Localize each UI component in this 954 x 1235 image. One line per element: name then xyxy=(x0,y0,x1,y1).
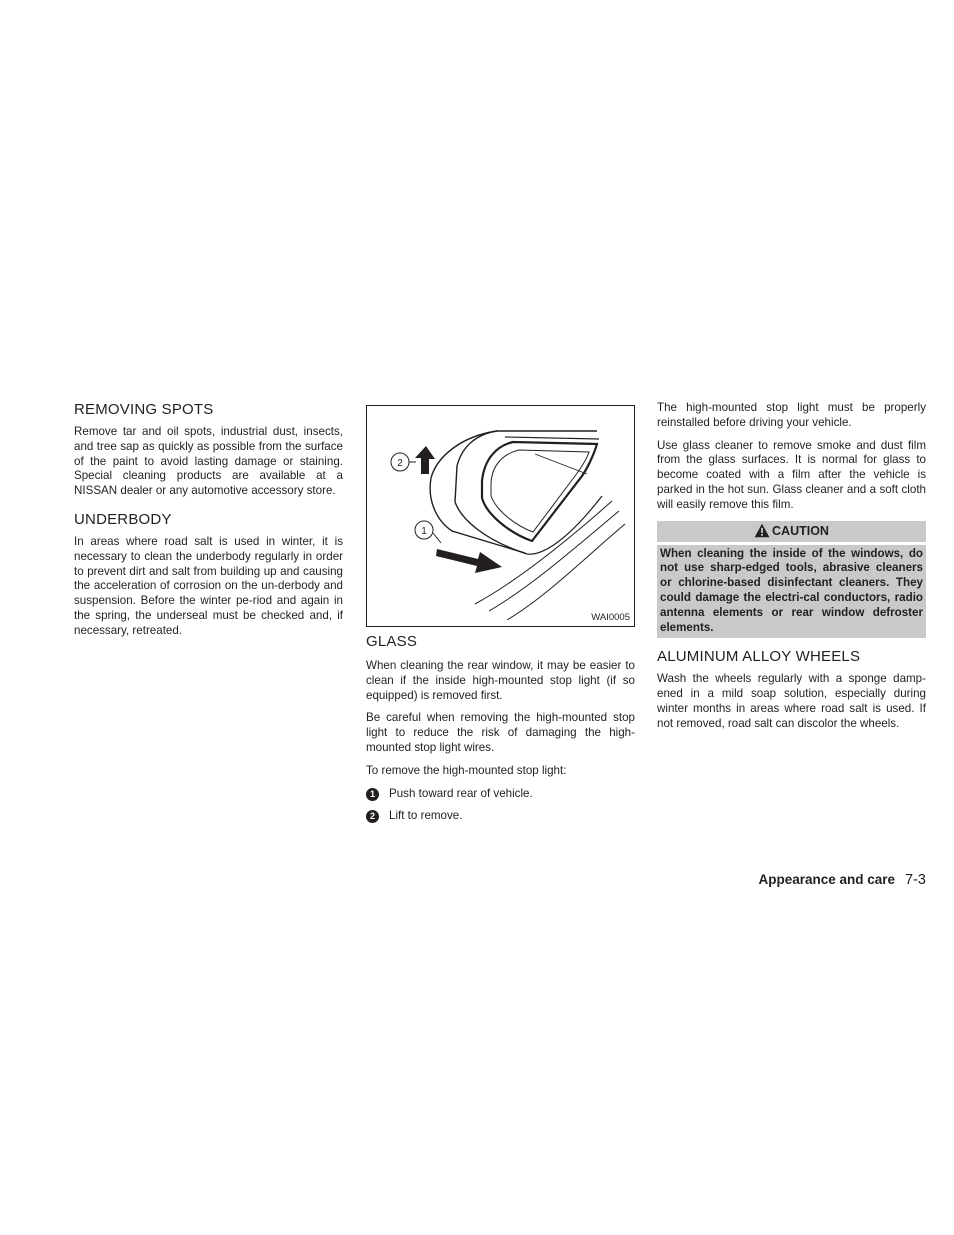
caution-header xyxy=(657,521,926,542)
column-left xyxy=(74,401,343,647)
figure-code: WAI0005 xyxy=(591,612,630,623)
aluminum-wheels-heading: ALUMINUM ALLOY WHEELS xyxy=(657,648,861,666)
callout-2: 2 xyxy=(397,458,403,469)
page-number: 7-3 xyxy=(905,872,926,888)
removing-spots-text: Remove tar and oil spots, industrial dust, insects, and tree sap as quickly as possible from the surface of the paint to avoid lasting damage or staining. Special cleaning products are available at a NISSAN dealer or any automotive accessory store. xyxy=(74,425,343,498)
caution-title: CAUTION xyxy=(772,523,829,538)
column-middle xyxy=(366,401,635,832)
removing-spots-heading: REMOVING SPOTS xyxy=(74,401,214,418)
stop-light-illustration xyxy=(367,406,634,626)
footer-section: Appearance and care xyxy=(758,872,896,887)
glass-para-2: Be careful when removing the high-mounted stop light to reduce the risk of damaging the high-mounted stop light wires. xyxy=(366,711,635,754)
warning-triangle-icon xyxy=(754,523,770,545)
step-2-number: 2 xyxy=(366,810,379,823)
underbody-text: In areas where road salt is used in winter, it is necessary to clean the underbody regularly in order to prevent dirt and salt from building up and causing the acceleration of corrosion on the un-derbody and suspension. Before the winter pe-riod and again in the spring, the underseal must be checked and, if necessary, retreated. xyxy=(74,534,343,637)
callout-1: 1 xyxy=(421,526,427,537)
underbody-heading: UNDERBODY xyxy=(74,510,172,528)
step-2-text: Lift to remove. xyxy=(389,809,463,823)
caution-text: When cleaning the inside of the windows, do not use sharp-edged tools, abrasive cleaners or chlorine-based disinfectant cleaners. They could damage the electri-cal conductors, radio antenna elements or rear window defroster elements. xyxy=(657,545,926,639)
stop-light-removal-figure xyxy=(366,405,635,627)
column-right xyxy=(657,401,926,740)
page-footer xyxy=(758,872,926,888)
glass-para-3: To remove the high-mounted stop light: xyxy=(366,763,567,777)
glass-heading: GLASS xyxy=(366,633,418,650)
caution-box xyxy=(657,521,926,639)
glass-para-1: When cleaning the rear window, it may be easier to clean if the inside high-mounted stop light (if so equipped) is removed first. xyxy=(366,659,635,702)
aluminum-wheels-text: Wash the wheels regularly with a sponge damp-ened in a mild soap solution, especially during winter months in areas where road salt is used. If not removed, road salt can discolor the wheels. xyxy=(657,672,926,730)
step-1-text: Push toward rear of vehicle. xyxy=(389,786,533,800)
glass-cleaner-text: Use glass cleaner to remove smoke and dust film from the glass surfaces. It is normal for glass to become coated with a film after the vehicle is parked in the hot sun. Glass cleaner and a soft cloth will easily remove this film. xyxy=(657,438,926,511)
reinstall-text: The high-mounted stop light must be properly reinstalled before driving your vehicle. xyxy=(657,401,926,429)
step-1-number: 1 xyxy=(366,788,379,801)
step-2 xyxy=(366,809,635,824)
step-1 xyxy=(366,787,635,802)
